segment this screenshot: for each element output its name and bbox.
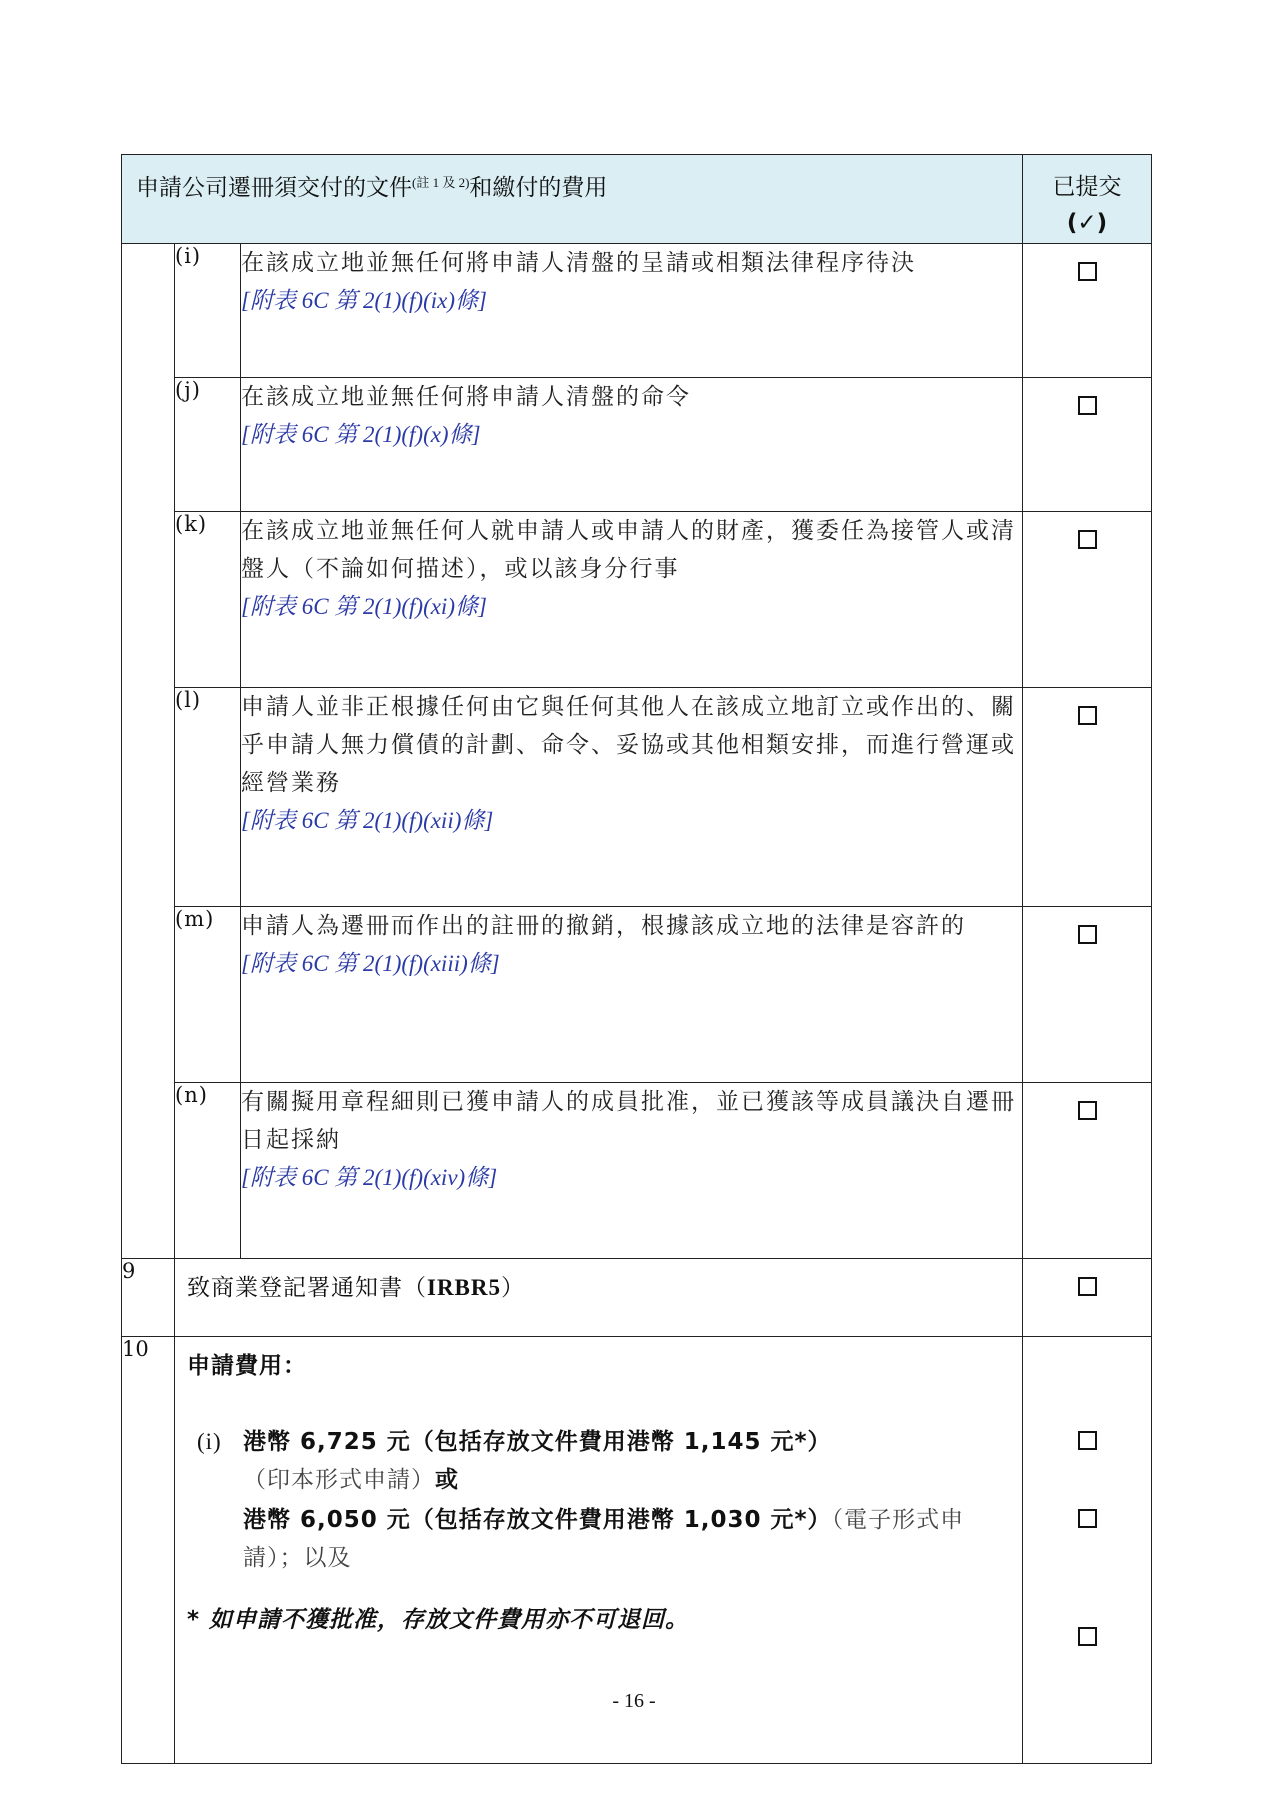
checkbox-cell [1023, 378, 1152, 512]
checkbox-cell [1023, 512, 1152, 688]
item-row-i [122, 244, 1152, 378]
item-number: 10 [122, 1337, 175, 1764]
checkbox-9[interactable] [1078, 1277, 1097, 1296]
item-label: (n) [175, 1083, 241, 1259]
item-reference: [附表 6C 第 2(1)(f)(xii)條] [241, 808, 494, 833]
item-text-cell [241, 688, 1023, 907]
checkbox-l[interactable] [1078, 706, 1097, 725]
fee-option-i [187, 1423, 1012, 1577]
item-reference: [附表 6C 第 2(1)(f)(ix)條] [241, 288, 487, 313]
checkbox-fee-note[interactable] [1078, 1627, 1097, 1646]
checkbox-k[interactable] [1078, 530, 1097, 549]
header-submitted-label: 已提交 [1052, 174, 1122, 200]
item-text-cell [241, 907, 1023, 1083]
item-reference: [附表 6C 第 2(1)(f)(x)條] [241, 422, 481, 447]
checkbox-i[interactable] [1078, 262, 1097, 281]
header-submitted-cell [1023, 155, 1152, 244]
item-number: 9 [122, 1259, 175, 1337]
item-label: (k) [175, 512, 241, 688]
page-number: - 16 - [612, 1690, 656, 1712]
item-row-n [122, 1083, 1152, 1259]
header-title-cell [122, 155, 1023, 244]
item-text-cell [241, 512, 1023, 688]
item-row-m [122, 907, 1152, 1083]
item-row-9 [122, 1259, 1152, 1337]
header-note-ref: (註 1 及 2) [412, 175, 470, 190]
fee-paper: 港幣 6,725 元（包括存放文件費用港幣 1,145 元*）（印本形式申請）或 [243, 1429, 832, 1493]
documents-checklist-table [121, 154, 1152, 1764]
checkbox-cell [1023, 907, 1152, 1083]
fee-electronic: 港幣 6,050 元（包括存放文件費用港幣 1,030 元*）（電子形式申請）；以及 [243, 1507, 965, 1571]
item-label: (j) [175, 378, 241, 512]
item-row-j [122, 378, 1152, 512]
item-text: 在該成立地並無任何將申請人清盤的呈請或相類法律程序待決 [241, 250, 916, 276]
checkbox-cell [1023, 688, 1152, 907]
checkbox-cell [1023, 1259, 1152, 1337]
item-text: 申請人並非正根據任何由它與任何其他人在該成立地訂立或作出的、關乎申請人無力償債的計劃、命令、妥協或其他相類安排，而進行營運或經營業務 [241, 694, 1016, 796]
header-title: 申請公司遷冊須交付的文件$^{(註 1 及 2)}$和繳付的費用 [136, 175, 608, 201]
item-text-cell [241, 1083, 1023, 1259]
item-text: 申請人為遷冊而作出的註冊的撤銷，根據該成立地的法律是容許的 [241, 913, 966, 939]
item-reference: [附表 6C 第 2(1)(f)(xiii)條] [241, 951, 500, 976]
item-reference: [附表 6C 第 2(1)(f)(xiv)條] [241, 1165, 498, 1190]
item-label: (l) [175, 688, 241, 907]
checkbox-fee-electronic[interactable] [1078, 1509, 1097, 1528]
table-header-row [122, 155, 1152, 244]
checkbox-fee-paper[interactable] [1078, 1431, 1097, 1450]
item-text: 有關擬用章程細則已獲申請人的成員批准，並已獲該等成員議決自遷冊日起採納 [241, 1089, 1016, 1153]
item8-number-cell [122, 244, 175, 1259]
checkbox-j[interactable] [1078, 396, 1097, 415]
fee-index: (i) [197, 1429, 222, 1454]
checkbox-cell [1023, 1083, 1152, 1259]
item-text-cell [241, 244, 1023, 378]
checkbox-m[interactable] [1078, 925, 1097, 944]
fee-refund-note: * 如申請不獲批准，存放文件費用亦不可退回。 [187, 1607, 690, 1633]
item-text-cell [241, 378, 1023, 512]
item9-text: 致商業登記署通知書（IRBR5） [187, 1275, 526, 1301]
item-label: (m) [175, 907, 241, 1083]
header-check-symbol: (✓) [1066, 210, 1108, 236]
item-text: 在該成立地並無任何人就申請人或申請人的財產，獲委任為接管人或清盤人（不論如何描述），或以該身分行事 [241, 518, 1016, 582]
item9-text-cell [175, 1259, 1023, 1337]
item-text: 在該成立地並無任何將申請人清盤的命令 [241, 384, 691, 410]
checkbox-n[interactable] [1078, 1101, 1097, 1120]
item-row-k [122, 512, 1152, 688]
fee-title: 申請費用： [187, 1353, 307, 1379]
checkbox-cell [1023, 244, 1152, 378]
item-label: (i) [175, 244, 241, 378]
item-row-l [122, 688, 1152, 907]
item-reference: [附表 6C 第 2(1)(f)(xi)條] [241, 594, 487, 619]
